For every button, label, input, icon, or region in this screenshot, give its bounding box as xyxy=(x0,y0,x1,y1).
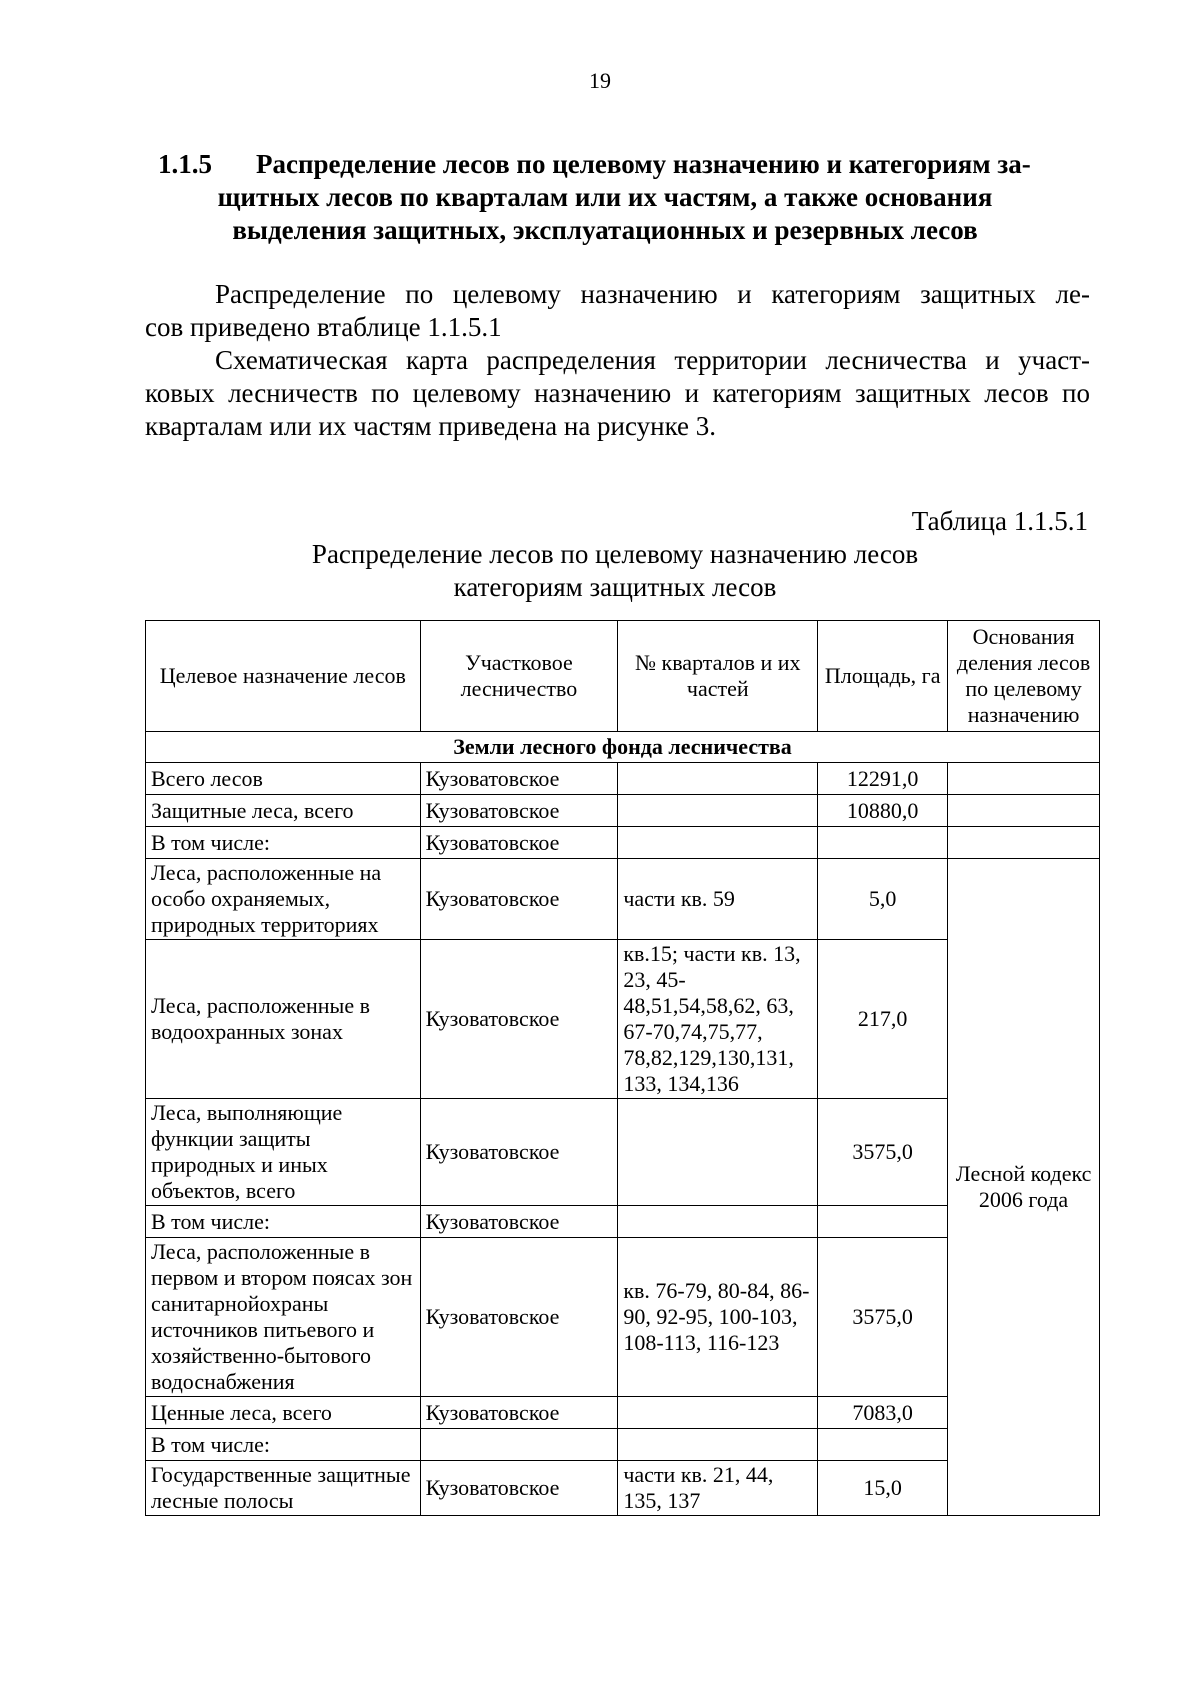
cell-area: 12291,0 xyxy=(818,763,948,795)
header-quarters: № кварталов и их частей xyxy=(618,621,818,732)
paragraph-2-line-1: Схематическая карта распределения территории лесничества и участ- xyxy=(215,345,1090,375)
table-row xyxy=(146,827,1100,859)
cell-purpose: В том числе: xyxy=(146,1429,421,1461)
cell-area: 15,0 xyxy=(818,1461,948,1516)
cell-area: 5,0 xyxy=(818,859,948,940)
cell-area xyxy=(818,1429,948,1461)
header-purpose: Целевое назначение лесов xyxy=(146,621,421,732)
table-label: Таблица 1.1.5.1 xyxy=(911,506,1088,536)
cell-district: Кузоватовское xyxy=(420,940,618,1099)
table-row xyxy=(146,763,1100,795)
header-district: Участковое лесничество xyxy=(420,621,618,732)
page-number: 19 xyxy=(589,68,611,93)
cell-area: 3575,0 xyxy=(818,1099,948,1206)
cell-purpose: В том числе: xyxy=(146,827,421,859)
cell-district: Кузоватовское xyxy=(420,1238,618,1397)
cell-quarters: части кв. 59 xyxy=(618,859,818,940)
cell-purpose: В том числе: xyxy=(146,1206,421,1238)
section-label: Земли лесного фонда лесничества xyxy=(146,732,1100,763)
cell-district: Кузоватовское xyxy=(420,1206,618,1238)
cell-district: Кузоватовское xyxy=(420,795,618,827)
cell-quarters: части кв. 21, 44, 135, 137 xyxy=(618,1461,818,1516)
cell-basis-empty xyxy=(948,763,1100,795)
table-row xyxy=(146,795,1100,827)
cell-purpose: Леса, расположенные в водоохранных зонах xyxy=(146,940,421,1099)
cell-quarters xyxy=(618,795,818,827)
cell-area xyxy=(818,1206,948,1238)
table-header-row xyxy=(146,621,1100,732)
cell-purpose: Государственные защитные лесные полосы xyxy=(146,1461,421,1516)
table-section-row xyxy=(146,732,1100,763)
heading-line-1: Распределение лесов по целевому назначению и категориям за- xyxy=(256,149,1031,179)
paragraph-1 xyxy=(145,278,1090,344)
cell-area: 217,0 xyxy=(818,940,948,1099)
cell-purpose: Леса, выполняющие функции защиты природных и иных объектов, всего xyxy=(146,1099,421,1206)
cell-district xyxy=(420,1429,618,1461)
table-title-line-1: Распределение лесов по целевому назначению лесов xyxy=(311,539,919,569)
cell-purpose: Леса, расположенные на особо охраняемых, природных территориях xyxy=(146,859,421,940)
cell-quarters xyxy=(618,827,818,859)
cell-quarters xyxy=(618,1206,818,1238)
paragraph-1-line-1: Распределение по целевому назначению и категориям защитных ле- xyxy=(215,279,1090,309)
cell-basis-empty xyxy=(948,827,1100,859)
cell-purpose: Всего лесов xyxy=(146,763,421,795)
table-title-line-2: категориям защитных лесов xyxy=(453,572,777,602)
paragraph-2-line-3: кварталам или их частям приведена на рисунке 3. xyxy=(145,411,717,441)
cell-district: Кузоватовское xyxy=(420,859,618,940)
table-row xyxy=(146,859,1100,940)
cell-quarters: кв. 76-79, 80-84, 86-90, 92-95, 100-103, 108-113, 116-123 xyxy=(618,1238,818,1397)
cell-district: Кузоватовское xyxy=(420,827,618,859)
cell-district: Кузоватовское xyxy=(420,1461,618,1516)
cell-quarters xyxy=(618,1397,818,1429)
cell-district: Кузоватовское xyxy=(420,1397,618,1429)
section-number: 1.1.5 xyxy=(158,149,212,179)
table-title xyxy=(0,538,1200,604)
cell-basis: Лесной кодекс 2006 года xyxy=(948,859,1100,1516)
cell-district: Кузоватовское xyxy=(420,763,618,795)
cell-area: 7083,0 xyxy=(818,1397,948,1429)
cell-purpose: Леса, расположенные в первом и втором поясах зон санитарнойохраны источников питьевого и хозяйственно-бытового водоснабжения xyxy=(146,1238,421,1397)
header-area: Площадь, га xyxy=(818,621,948,732)
cell-area: 3575,0 xyxy=(818,1238,948,1397)
paragraph-2 xyxy=(145,344,1090,443)
forest-distribution-table xyxy=(145,620,1100,1516)
cell-quarters xyxy=(618,1429,818,1461)
paragraph-2-line-2: ковых лесничеств по целевому назначению и категориям защитных лесов по xyxy=(145,378,1090,408)
cell-quarters xyxy=(618,763,818,795)
heading-line-3: выделения защитных, эксплуатационных и резервных лесов xyxy=(232,215,978,245)
cell-basis-empty xyxy=(948,795,1100,827)
cell-area: 10880,0 xyxy=(818,795,948,827)
cell-district: Кузоватовское xyxy=(420,1099,618,1206)
cell-quarters xyxy=(618,1099,818,1206)
header-basis: Основания деления лесов по целевому назначению xyxy=(948,621,1100,732)
cell-purpose: Защитные леса, всего xyxy=(146,795,421,827)
cell-area xyxy=(818,827,948,859)
cell-purpose: Ценные леса, всего xyxy=(146,1397,421,1429)
cell-quarters: кв.15; части кв. 13, 23, 45-48,51,54,58,62, 63, 67-70,74,75,77, 78,82,129,130,131, 133, 134,136 xyxy=(618,940,818,1099)
heading-line-2: щитных лесов по кварталам или их частям, а также основания xyxy=(217,182,993,212)
paragraph-1-line-2: сов приведено втаблице 1.1.5.1 xyxy=(145,312,502,342)
